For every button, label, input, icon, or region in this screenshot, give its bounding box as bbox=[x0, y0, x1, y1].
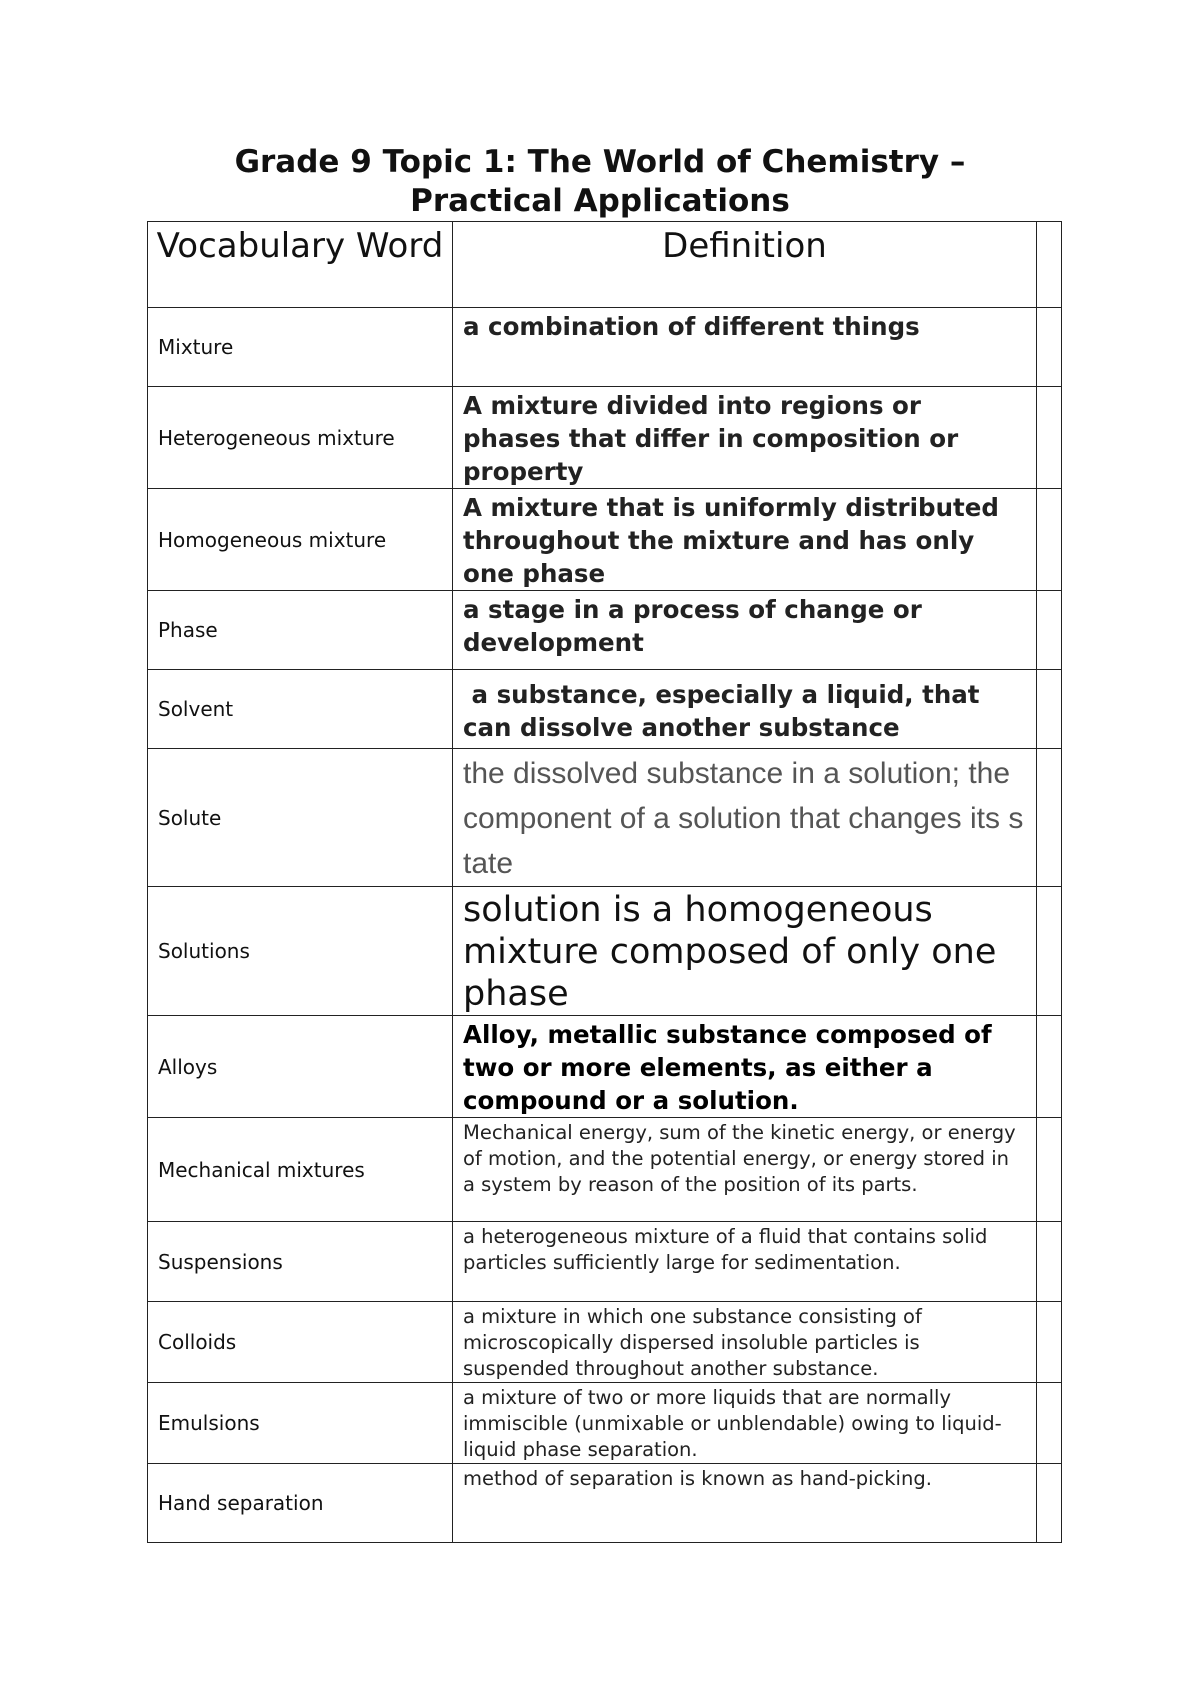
vocab-word: Mechanical mixtures bbox=[148, 1118, 453, 1222]
table-header-row bbox=[148, 222, 1062, 308]
vocab-definition: a substance, especially a liquid, that can dissolve another substance bbox=[453, 670, 1037, 749]
empty-cell bbox=[1037, 1302, 1062, 1383]
vocab-definition: A mixture that is uniformly distributed throughout the mixture and has only one phase bbox=[453, 489, 1037, 591]
vocab-word: Solvent bbox=[148, 670, 453, 749]
vocab-definition: a heterogeneous mixture of a fluid that contains solid particles sufficiently large for sedimentation. bbox=[453, 1222, 1037, 1302]
vocab-word: Heterogeneous mixture bbox=[148, 387, 453, 489]
vocab-definition: A mixture divided into regions or phases that differ in composition or property bbox=[453, 387, 1037, 489]
empty-cell bbox=[1037, 591, 1062, 670]
empty-cell bbox=[1037, 1222, 1062, 1302]
empty-cell bbox=[1037, 1016, 1062, 1118]
vocab-definition: the dissolved substance in a solution; the component of a solution that changes its state bbox=[453, 749, 1037, 887]
vocab-definition: a combination of different things bbox=[453, 308, 1037, 387]
table-row bbox=[148, 1222, 1062, 1302]
vocab-definition: a stage in a process of change or development bbox=[453, 591, 1037, 670]
header-vocabulary-word: Vocabulary Word bbox=[148, 222, 453, 308]
vocab-word: Phase bbox=[148, 591, 453, 670]
vocab-word: Emulsions bbox=[148, 1383, 453, 1464]
vocab-word: Solute bbox=[148, 749, 453, 887]
empty-cell bbox=[1037, 1383, 1062, 1464]
table-row bbox=[148, 1016, 1062, 1118]
empty-cell bbox=[1037, 887, 1062, 1016]
vocab-word: Homogeneous mixture bbox=[148, 489, 453, 591]
page-title bbox=[147, 143, 1053, 221]
empty-cell bbox=[1037, 670, 1062, 749]
title-line-1: Grade 9 Topic 1: The World of Chemistry – bbox=[234, 144, 966, 180]
table-row bbox=[148, 387, 1062, 489]
header-definition: Definition bbox=[453, 222, 1037, 308]
vocab-definition: a mixture of two or more liquids that are normally immiscible (unmixable or unblendable) owing to liquid-liquid phase separation. bbox=[453, 1383, 1037, 1464]
table-row bbox=[148, 749, 1062, 887]
vocab-word: Hand separation bbox=[148, 1464, 453, 1543]
empty-cell bbox=[1037, 1118, 1062, 1222]
empty-cell bbox=[1037, 1464, 1062, 1543]
empty-cell bbox=[1037, 387, 1062, 489]
table-row bbox=[148, 591, 1062, 670]
empty-cell bbox=[1037, 749, 1062, 887]
table-row bbox=[148, 1302, 1062, 1383]
vocab-definition: solution is a homogeneous mixture composed of only one phase bbox=[453, 887, 1037, 1016]
table-row bbox=[148, 1464, 1062, 1543]
vocab-definition: method of separation is known as hand-picking. bbox=[453, 1464, 1037, 1543]
table-row bbox=[148, 489, 1062, 591]
empty-cell bbox=[1037, 489, 1062, 591]
empty-cell bbox=[1037, 308, 1062, 387]
vocab-definition: Mechanical energy, sum of the kinetic energy, or energy of motion, and the potential energy, or energy stored in a system by reason of the position of its parts. bbox=[453, 1118, 1037, 1222]
vocabulary-table bbox=[147, 221, 1062, 1543]
table-row bbox=[148, 1383, 1062, 1464]
vocab-definition: a mixture in which one substance consisting of microscopically dispersed insoluble particles is suspended throughout another substance. bbox=[453, 1302, 1037, 1383]
title-line-2: Practical Applications bbox=[410, 183, 790, 219]
vocab-word: Alloys bbox=[148, 1016, 453, 1118]
table-row bbox=[148, 670, 1062, 749]
vocab-word: Colloids bbox=[148, 1302, 453, 1383]
vocab-word: Solutions bbox=[148, 887, 453, 1016]
vocab-word: Suspensions bbox=[148, 1222, 453, 1302]
table-row bbox=[148, 1118, 1062, 1222]
table-row bbox=[148, 308, 1062, 387]
vocab-definition: Alloy, metallic substance composed of two or more elements, as either a compound or a solution. bbox=[453, 1016, 1037, 1118]
header-empty-cell bbox=[1037, 222, 1062, 308]
table-row bbox=[148, 887, 1062, 1016]
vocab-word: Mixture bbox=[148, 308, 453, 387]
